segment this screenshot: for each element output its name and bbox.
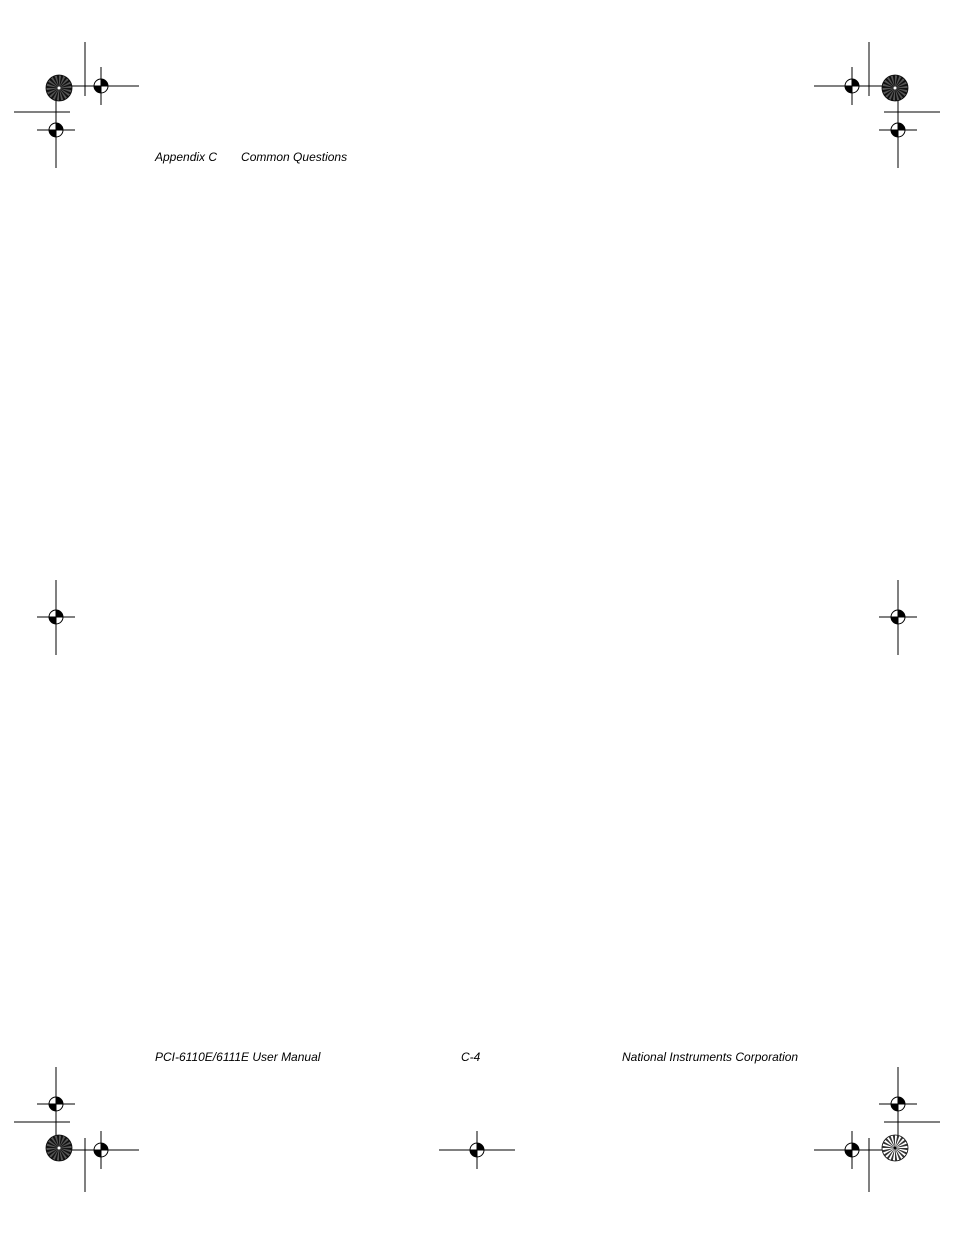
footer-page-number: C-4 [461,1050,481,1064]
crop-mark-icon [869,42,940,112]
appendix-label: Appendix C [155,150,218,164]
star-target-icon [882,1135,908,1161]
section-title: Common Questions [241,150,348,164]
footer-company: National Instruments Corporation [622,1050,799,1064]
star-target-icon [882,75,908,101]
star-target-icon [46,1135,72,1161]
footer-manual-title: PCI-6110E/6111E User Manual [155,1050,321,1064]
star-target-icon [46,75,72,101]
crop-mark-icon [14,42,85,112]
running-head [155,150,347,164]
